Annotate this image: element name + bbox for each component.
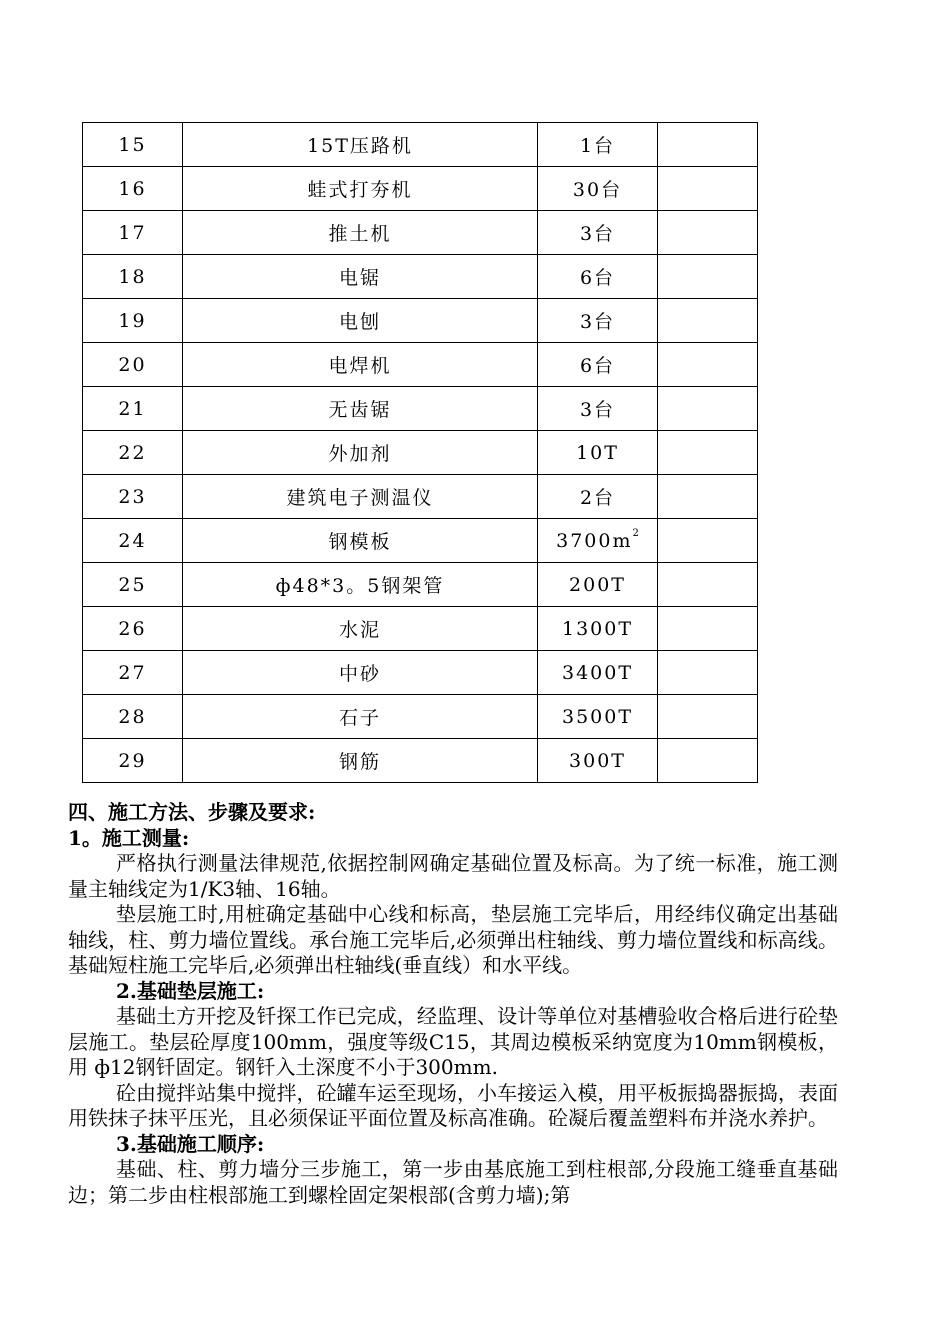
note-cell [658,739,758,783]
row-number-cell [83,563,183,607]
note-cell [658,519,758,563]
row-number-cell [83,431,183,475]
row-number-cell-text: 19 [118,309,147,332]
equipment-name-cell-text: 外加剂 [328,443,392,465]
row-number-cell-text: 25 [118,573,147,596]
equipment-name-cell [183,387,538,431]
equipment-name-cell [183,255,538,299]
quantity-cell-text: 10T [576,441,619,464]
note-cell [658,167,758,211]
row-number-cell-text: 17 [118,221,147,244]
row-number-cell-text: 29 [118,749,147,772]
table-row [83,651,758,695]
table-row [83,255,758,299]
cushion-paragraph-2: 砼由搅拌站集中搅拌，砼罐车运至现场，小车接运入模，用平板振捣器振捣，表面用铁抹子抹平压光，且必须保证平面位置及标高准确。砼凝后覆盖塑料布并浇水养护。 [68,1080,838,1130]
quantity-cell [538,739,658,783]
equipment-name-cell [183,299,538,343]
equipment-name-cell-text: 石子 [338,707,381,729]
table-row [83,563,758,607]
equipment-name-cell [183,651,538,695]
sequence-heading: 3.基础施工顺序: [116,1131,265,1156]
section-heading: 四、施工方法、步骤及要求: [68,800,316,824]
equipment-name-cell [183,211,538,255]
table-row [83,739,758,783]
row-number-cell-text: 15 [118,133,147,156]
equipment-name-cell [183,343,538,387]
equipment-name-cell [183,475,538,519]
quantity-cell-text: 200T [569,573,626,596]
row-number-cell [83,211,183,255]
quantity-cell-text: 1台 [579,135,616,157]
note-cell [658,255,758,299]
sequence-paragraph-1: 基础、柱、剪力墙分三步施工，第一步由基底施工到柱根部,分段施工缝垂直基础边；第二步由柱根部施工到螺栓固定架根部(含剪力墙);第 [68,1157,838,1207]
quantity-cell [538,431,658,475]
construction-method-section [68,800,838,1208]
quantity-cell [538,387,658,431]
quantity-cell-text: 6台 [579,267,616,289]
quantity-cell-text: 3700m [556,529,633,552]
equipment-table [82,122,758,783]
table-row [83,519,758,563]
quantity-cell [538,475,658,519]
equipment-name-cell-text: 无齿锯 [328,399,392,421]
equipment-name-cell [183,563,538,607]
table-row [83,431,758,475]
row-number-cell [83,519,183,563]
note-cell [658,387,758,431]
equipment-name-cell [183,739,538,783]
equipment-name-cell [183,695,538,739]
note-cell [658,431,758,475]
row-number-cell-text: 22 [118,441,147,464]
quantity-cell-text: 3台 [579,399,616,421]
table-row [83,167,758,211]
cushion-heading: 2.基础垫层施工: [116,978,265,1003]
equipment-name-cell-text: 蛙式打夯机 [307,179,413,201]
quantity-cell [538,299,658,343]
note-cell [658,607,758,651]
equipment-name-cell-text: 电锯 [338,267,381,289]
quantity-cell-text: 1300T [561,617,634,640]
note-cell [658,695,758,739]
quantity-cell [538,607,658,651]
row-number-cell-text: 21 [118,397,147,420]
quantity-cell [538,695,658,739]
note-cell [658,651,758,695]
row-number-cell [83,475,183,519]
quantity-cell-text: 3500T [561,705,634,728]
row-number-cell [83,123,183,167]
quantity-cell [538,123,658,167]
survey-heading: 1。施工测量: [68,825,190,850]
equipment-name-cell-text: ф48*3。5钢架管 [275,575,445,597]
table-row [83,211,758,255]
row-number-cell [83,343,183,387]
row-number-cell [83,255,183,299]
row-number-cell-text: 26 [118,617,147,640]
equipment-name-cell-text: 电焊机 [328,355,392,377]
row-number-cell [83,607,183,651]
equipment-name-cell-text: 中砂 [338,663,381,685]
equipment-name-cell-text: 推土机 [328,223,392,245]
table-row [83,475,758,519]
note-cell [658,299,758,343]
equipment-name-cell-text: 水泥 [338,619,381,641]
equipment-table-body [83,123,758,783]
row-number-cell [83,299,183,343]
equipment-name-cell [183,167,538,211]
row-number-cell-text: 27 [118,661,147,684]
quantity-cell-text: 300T [569,749,626,772]
note-cell [658,563,758,607]
quantity-cell-text: 3400T [561,661,634,684]
table-row [83,387,758,431]
quantity-cell [538,255,658,299]
table-row [83,607,758,651]
row-number-cell-text: 18 [118,265,147,288]
quantity-cell-text: 2台 [579,487,616,509]
equipment-name-cell [183,519,538,563]
quantity-cell-text: 30台 [572,179,623,201]
note-cell [658,211,758,255]
quantity-cell [538,167,658,211]
quantity-cell [538,651,658,695]
quantity-cell [538,519,658,563]
cushion-paragraph-1: 基础土方开挖及钎探工作已完成，经监理、设计等单位对基槽验收合格后进行砼垫层施工。垫层砼厚度100mm，强度等级C15，其周边模板采纳宽度为10mm钢模板，用 ф12钢钎固定。钢钎入土深度不小于300mm. [68,1004,838,1079]
row-number-cell [83,739,183,783]
quantity-cell-text: 6台 [579,355,616,377]
equipment-name-cell-text: 建筑电子测温仪 [286,487,434,509]
quantity-cell [538,343,658,387]
row-number-cell-text: 24 [118,529,147,552]
table-row [83,343,758,387]
row-number-cell-text: 20 [118,353,147,376]
equipment-name-cell [183,123,538,167]
survey-paragraph-1: 严格执行测量法律规范,依据控制网确定基础位置及标高。为了统一标准，施工测量主轴线定为1/K3轴、16轴。 [68,851,838,901]
equipment-name-cell [183,607,538,651]
equipment-name-cell-text: 钢模板 [328,531,392,553]
equipment-name-cell-text: 电刨 [338,311,381,333]
table-row [83,123,758,167]
quantity-cell-text: 3台 [579,311,616,333]
row-number-cell [83,167,183,211]
equipment-name-cell-text: 钢筋 [338,751,381,773]
row-number-cell [83,387,183,431]
row-number-cell [83,695,183,739]
table-row [83,695,758,739]
quantity-cell [538,563,658,607]
note-cell [658,475,758,519]
row-number-cell-text: 28 [118,705,147,728]
equipment-name-cell [183,431,538,475]
table-row [83,299,758,343]
equipment-name-cell-text: 15T压路机 [307,135,413,157]
row-number-cell-text: 23 [118,485,147,508]
survey-paragraph-2: 垫层施工时,用桩确定基础中心线和标高，垫层施工完毕后，用经纬仪确定出基础轴线，柱、剪力墙位置线。承台施工完毕后,必须弹出柱轴线、剪力墙位置线和标高线。基础短柱施工完毕后,必须弹出柱轴线(垂直线）和水平线。 [68,902,838,977]
unit-superscript: 2 [632,527,639,539]
row-number-cell-text: 16 [118,177,147,200]
quantity-cell-text: 3台 [579,223,616,245]
note-cell [658,123,758,167]
quantity-cell [538,211,658,255]
note-cell [658,343,758,387]
row-number-cell [83,651,183,695]
